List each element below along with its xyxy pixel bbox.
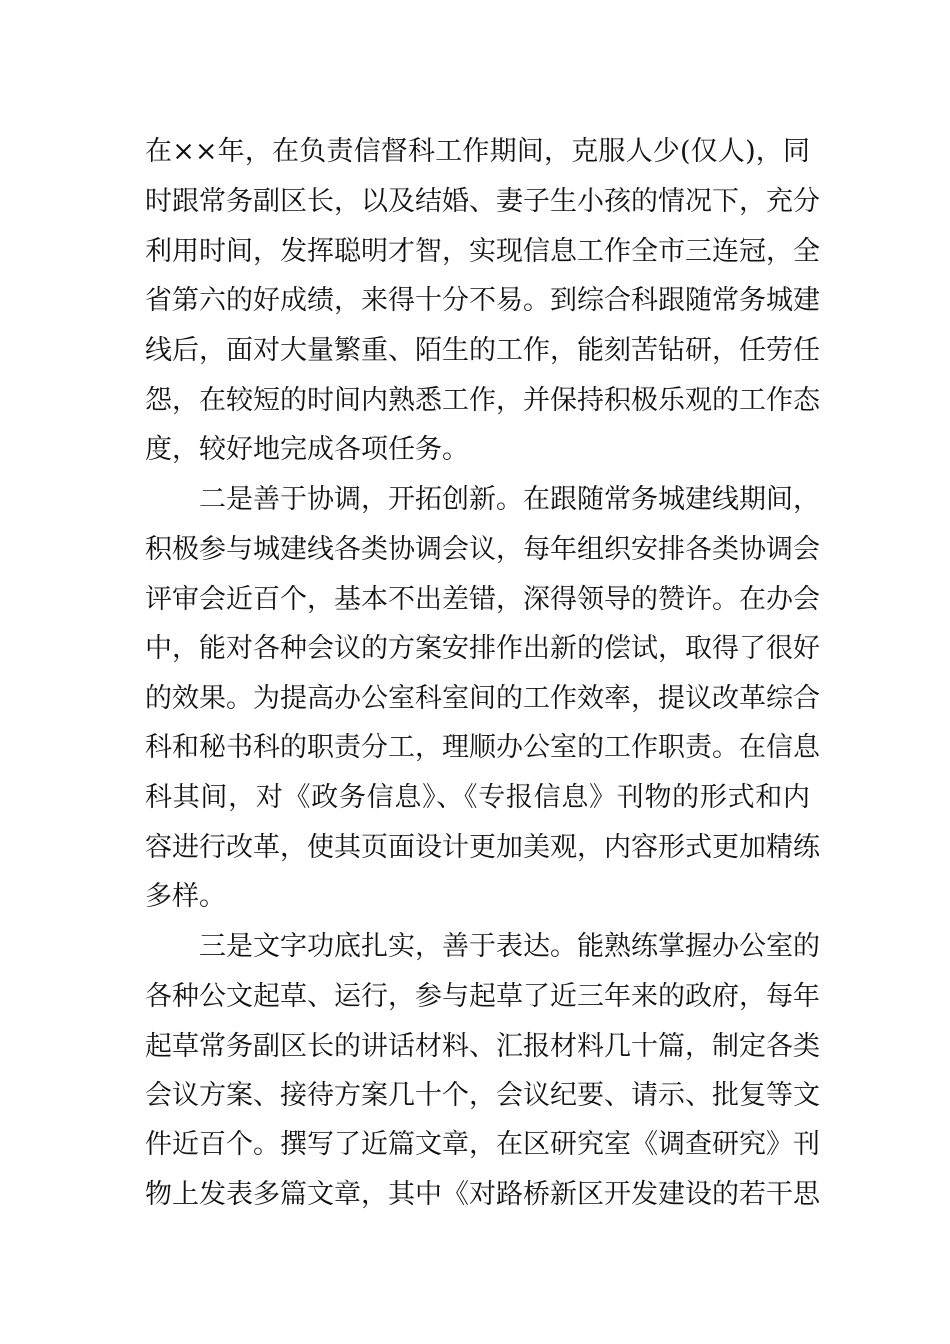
paragraph-first-line: 三是文字功底扎实，善于表达。能熟练掌握办公室的: [199, 931, 820, 962]
text-line: 时跟常务副区长，以及结婚、妻子生小孩的情况下，充分: [145, 186, 820, 217]
text-line: 评审会近百个，基本不出差错，深得领导的赞许。在办会: [145, 584, 820, 615]
text-line: 物上发表多篇文章，其中《对路桥新区开发建设的若干思: [145, 1179, 820, 1210]
text-line: 积极参与城建线各类协调会议，每年组织安排各类协调会: [145, 534, 820, 565]
text-line: 的效果。为提高办公室科室间的工作效率，提议改革综合: [145, 683, 820, 714]
text-line: 度，较好地完成各项任务。: [145, 434, 469, 465]
text-line: 科其间，对《政务信息》、《专报信息》刊物的形式和内: [145, 782, 810, 813]
text-line: 省第六的好成绩，来得十分不易。到综合科跟随常务城建: [145, 285, 820, 316]
text-line: 各种公文起草、运行，参与起草了近三年来的政府，每年: [145, 981, 820, 1012]
text-line: 科和秘书科的职责分工，理顺办公室的工作职责。在信息: [145, 732, 820, 763]
text-line: 件近百个。撰写了近篇文章，在区研究室《调查研究》刊: [145, 1129, 820, 1160]
text-line: 利用时间，发挥聪明才智，实现信息工作全市三连冠，全: [145, 236, 820, 267]
text-line: 会议方案、接待方案几十个，会议纪要、请示、批复等文: [145, 1080, 820, 1111]
text-line: 中，能对各种会议的方案安排作出新的偿试，取得了很好: [145, 633, 820, 664]
text-line: 起草常务副区长的讲话材料、汇报材料几十篇，制定各类: [145, 1031, 820, 1062]
paragraph-first-line: 二是善于协调，开拓创新。在跟随常务城建线期间，: [199, 484, 820, 515]
text-line: 多样。: [145, 881, 226, 912]
text-line: 怨，在较短的时间内熟悉工作，并保持积极乐观的工作态: [145, 385, 820, 416]
text-line: 在××年，在负责信督科工作期间，克服人少(仅人)，同: [145, 136, 810, 167]
text-line: 线后，面对大量繁重、陌生的工作，能刻苦钻研，任劳任: [145, 335, 820, 366]
text-line: 容进行改革，使其页面设计更加美观，内容形式更加精练: [145, 832, 820, 863]
